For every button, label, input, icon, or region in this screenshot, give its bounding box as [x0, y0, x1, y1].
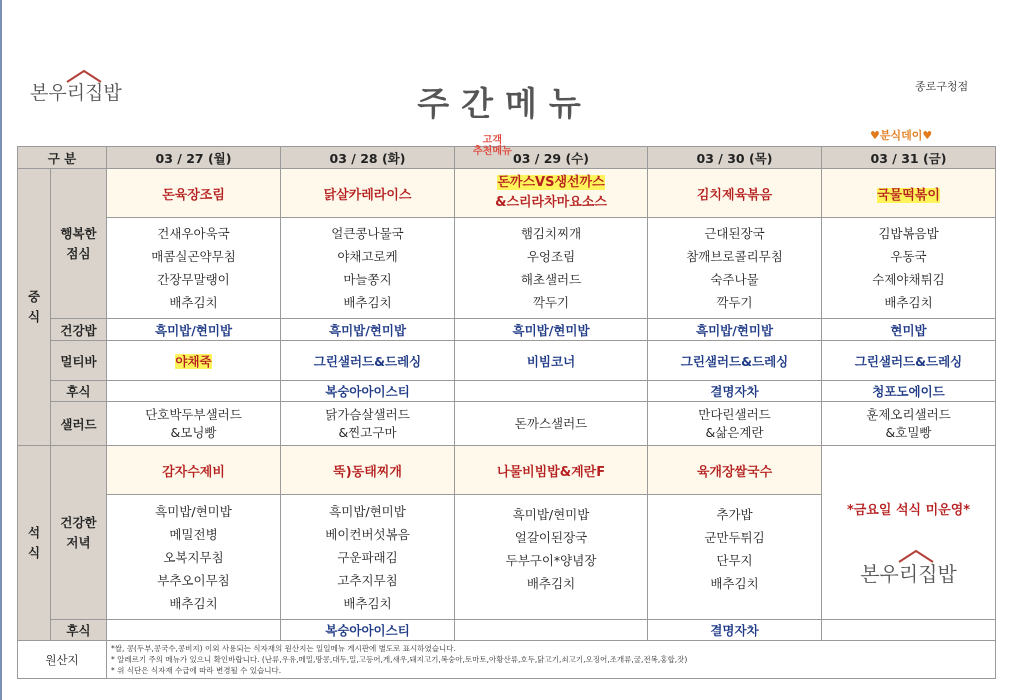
salad-item: 닭가슴살샐러드 &찐고구마	[281, 402, 455, 446]
lunch-sides: 건새우아욱국 매콤실곤약무침 간장무말랭이 배추김치	[107, 218, 281, 319]
header-category: 구 분	[18, 147, 107, 169]
dinner-sides: 흑미밥/현미밥 베이컨버섯볶음 구운파래김 고추지무침 배추김치	[281, 495, 455, 620]
salad-item: 훈제오리샐러드 &호밀빵	[822, 402, 996, 446]
lunch-section-label: 중 식	[18, 169, 51, 446]
salad-label: 샐러드	[51, 402, 107, 446]
header-day: 고객 추천메뉴 03 / 29 (수)	[455, 147, 648, 169]
lunch-main-dish: 국물떡볶이	[822, 169, 996, 218]
origin-label: 원산지	[18, 641, 107, 679]
page-title: 주간메뉴	[417, 84, 593, 123]
dinner-main-dish: 뚝)동태찌개	[281, 446, 455, 495]
dessert-item: 복숭아아이스티	[281, 620, 455, 641]
happy-lunch-label: 행복한 점심	[51, 169, 107, 319]
lunch-sides-row	[18, 218, 996, 319]
dinner-sides: 추가밥 군만두튀김 단무지 배추김치	[648, 495, 822, 620]
dessert-label: 후식	[51, 620, 107, 641]
branch-name: 종로구청점	[915, 80, 969, 93]
dessert-label: 후식	[51, 381, 107, 402]
dinner-label: 건강한 저녁	[51, 446, 107, 620]
lunch-sides: 근대된장국 참깨브로콜리무침 숙주나물 깍두기	[648, 218, 822, 319]
dinner-main-dish: 나물비빔밥&계란F	[455, 446, 648, 495]
dinner-dessert-row	[18, 620, 996, 641]
lunch-main-dish: 돈까스VS생선까스 &스리라차마요소스	[455, 169, 648, 218]
lunch-main-dish: 돈육장조림	[107, 169, 281, 218]
dessert-item	[822, 620, 996, 641]
multibar-row	[18, 341, 996, 381]
lunch-sides: 햄김치찌개 우엉조림 해초샐러드 깍두기	[455, 218, 648, 319]
lunch-main-dish: 닭살카레라이스	[281, 169, 455, 218]
header-day: 03 / 27 (월)	[107, 147, 281, 169]
salad-item: 단호박두부샐러드 &모닝빵	[107, 402, 281, 446]
health-rice: 흑미밥/현미밥	[648, 319, 822, 341]
brand-logo: 본우리집밥	[30, 78, 122, 105]
bunsik-day-badge: ♥분식데이♥	[870, 129, 933, 142]
salad-item: 돈까스샐러드	[455, 402, 648, 446]
salad-item: 만다린샐러드 &삶은계란	[648, 402, 822, 446]
brand-logo-small: 본우리집밥	[822, 558, 995, 587]
friday-closed-note: *금요일 석식 미운영*	[846, 502, 971, 518]
dessert-item	[455, 620, 648, 641]
header-day: 03 / 28 (화)	[281, 147, 455, 169]
lunch-sides: 김밥볶음밥 우동국 수제야채튀김 배추김치	[822, 218, 996, 319]
lunch-main-dish: 김치제육볶음	[648, 169, 822, 218]
origin-row	[18, 641, 996, 679]
health-rice: 현미밥	[822, 319, 996, 341]
dessert-item	[107, 381, 281, 402]
health-rice-label: 건강밥	[51, 319, 107, 341]
lunch-main-row	[18, 169, 996, 218]
friday-dinner-cell	[822, 446, 996, 620]
lunch-sides: 얼큰콩나물국 야채고로케 마늘쫑지 배추김치	[281, 218, 455, 319]
multibar-item: 비빔코너	[455, 341, 648, 381]
lunch-dessert-row	[18, 381, 996, 402]
dessert-item: 청포도에이드	[822, 381, 996, 402]
dinner-sides: 흑미밥/현미밥 메밀전병 오복지무침 부추오이무침 배추김치	[107, 495, 281, 620]
recommend-tag: 고객 추천메뉴	[473, 135, 512, 157]
health-rice: 흑미밥/현미밥	[281, 319, 455, 341]
health-rice: 흑미밥/현미밥	[455, 319, 648, 341]
health-rice-row	[18, 319, 996, 341]
dessert-item	[455, 381, 648, 402]
dessert-item: 결명자차	[648, 620, 822, 641]
multibar-item: 그린샐러드&드레싱	[281, 341, 455, 381]
dinner-section-label: 석 식	[18, 446, 51, 641]
header-day: 03 / 31 (금)	[822, 147, 996, 169]
multibar-item: 그린샐러드&드레싱	[648, 341, 822, 381]
origin-notes: *쌀, 콩(두부,콩국수,콩비지) 이외 사용되는 식자재의 원산지는 일일메뉴 게시판에 별도로 표시하였습니다. * 알레르기 주의 메뉴가 있으니 확인바랍니다. (난류,우유,메밀,땅콩,대두,밀,고등어,게,새우,돼지고기,복숭아,토마토,아황산류,호두,닭고기,쇠고기,오징어,조개류,굴,전복,홍합,잣) * 위 식단은 식자재 수급에 따라 변경될 수 있습니다.	[107, 641, 996, 679]
header-day: 03 / 30 (목)	[648, 147, 822, 169]
dinner-main-row	[18, 446, 996, 495]
health-rice: 흑미밥/현미밥	[107, 319, 281, 341]
multibar-item: 야채죽	[107, 341, 281, 381]
roof-icon	[898, 549, 934, 563]
multibar-item: 그린샐러드&드레싱	[822, 341, 996, 381]
dinner-sides: 흑미밥/현미밥 얼갈이된장국 두부구이*양념장 배추김치	[455, 495, 648, 620]
dessert-item: 복숭아아이스티	[281, 381, 455, 402]
dessert-item: 결명자차	[648, 381, 822, 402]
dinner-main-dish: 육개장쌀국수	[648, 446, 822, 495]
salad-row	[18, 402, 996, 446]
dinner-main-dish: 감자수제비	[107, 446, 281, 495]
dessert-item	[107, 620, 281, 641]
multibar-label: 멀티바	[51, 341, 107, 381]
header-row	[18, 147, 996, 169]
